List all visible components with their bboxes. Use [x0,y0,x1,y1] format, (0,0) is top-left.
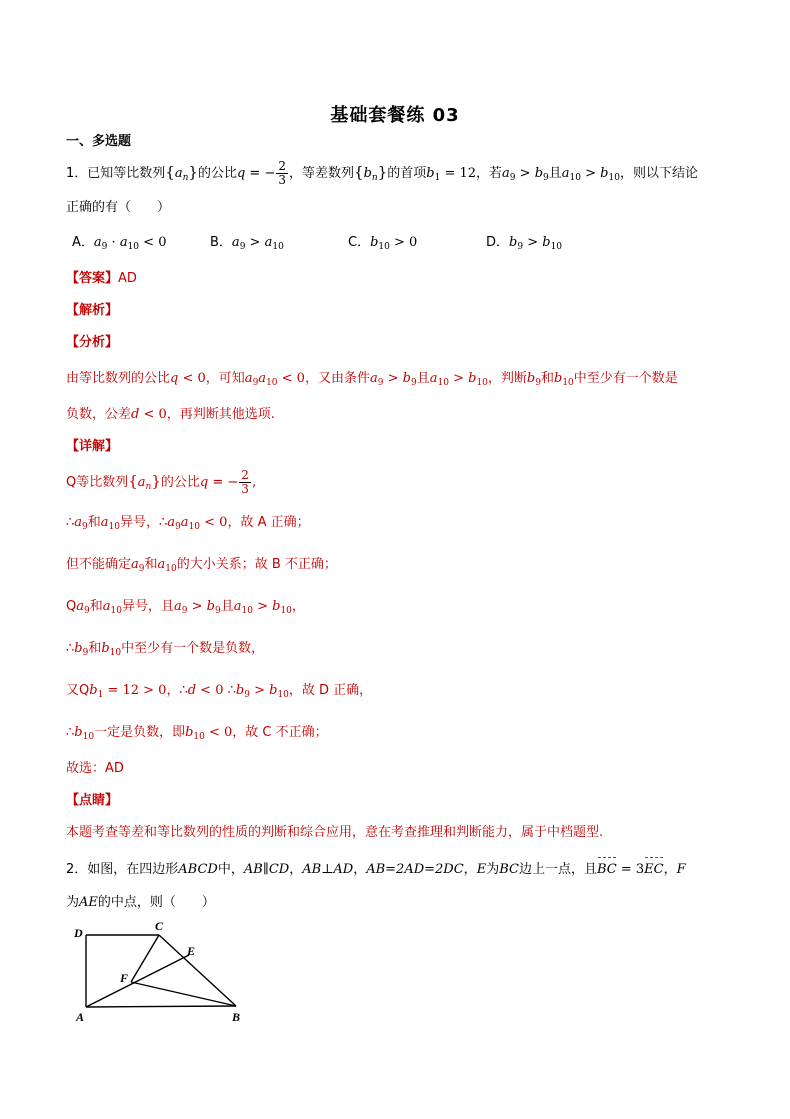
dianjing-tag: 【点睛】 [66,793,119,808]
question-1-stem-cont: 正确的有（ ） [66,200,171,215]
label-c: C [155,919,164,933]
dianjing-text: 本题考查等差和等比数列的性质的判断和综合应用，意在考查推理和判断能力，属于中档题型. [66,825,604,840]
label-e: E [187,944,196,958]
page-title: 基础套餐练 03 [330,105,460,126]
detail-line-3: 但不能确定$a_9$和$a_{10}$的大小关系；故 B 不正确； [66,557,337,574]
quadrilateral-figure [66,915,276,1030]
fenxi-tag: 【分析】 [66,335,119,350]
detail-line-2: $\therefore a_9$和$a_{10}$异号，$\therefore a_9a_{10} < 0$，故 A 正确； [66,515,310,532]
detail-line-5: $\therefore b_9$和$b_{10}$中至少有一个数是负数， [66,641,265,658]
label-a: A [76,1010,85,1024]
option-c: C．$b_{10} > 0$ [348,235,418,252]
detail-line-8: 故选：AD [66,761,124,776]
question-2-stem: 2．如图，在四边形ABCD中，AB∥CD，AB⊥AD，AB=2AD=2DC，E为BC边上一点，且BC = 3EC，F [66,859,686,881]
option-b: B．$a_9 > a_{10}$ [210,235,284,252]
segment-fb [131,982,236,1006]
edge-cb [159,935,236,1006]
answer-line: 【答案】AD [66,271,137,286]
detail-line-6: 又$Qb_1 = 12 > 0$，∴d < 0 $\therefore b_9 > b_{10}$，故 D 正确， [66,683,373,700]
detail-line-1: Q等比数列$\{a_n\}$的公比q = − $\frac{2}{3}$ , [66,468,257,496]
detail-line-4: $Qa_9$和$a_{10}$异号，且$a_9 > b_9$且$a_{10} > b_{10}$， [66,599,305,616]
fenxi-line-1: 由等比数列的公比q < 0，可知$a_9a_{10} < 0$，又由条件$a_9 > b_9$且$a_{10} > b_{10}$，判断$b_9$和$b_{10}$中至少有一个数是 [66,371,678,388]
label-b: B [232,1010,241,1024]
edge-ab [86,1006,236,1007]
segment-ae [86,955,189,1007]
detail-line-7: $\therefore b_{10}$一定是负数，即$b_{10} < 0$，故 C 不正确； [66,725,328,742]
analysis-tag: 【解析】 [66,303,119,318]
question-2-stem-cont: 为AE的中点，则（ ） [66,895,215,910]
option-a: A．$a_9 \cdot a_{10} < 0$ [72,235,167,252]
label-d: D [74,926,83,940]
question-1-stem: 1．已知等比数列$\{a_n\}$的公比q = − $\frac{2}{3}$ ，等差数列$\{b_n\}$的首项$b_1 = 12$，若$a_9 > b_9$且$a_{10} > b_{10}$，则以下结论 [66,159,698,187]
section-heading: 一、多选题 [66,134,132,149]
option-d: D．$b_9 > b_{10}$ [486,235,563,252]
label-f: F [120,971,129,985]
detail-tag: 【详解】 [66,439,119,454]
segment-fc [131,935,159,982]
fenxi-line-2: 负数，公差d < 0，再判断其他选项. [66,407,275,422]
